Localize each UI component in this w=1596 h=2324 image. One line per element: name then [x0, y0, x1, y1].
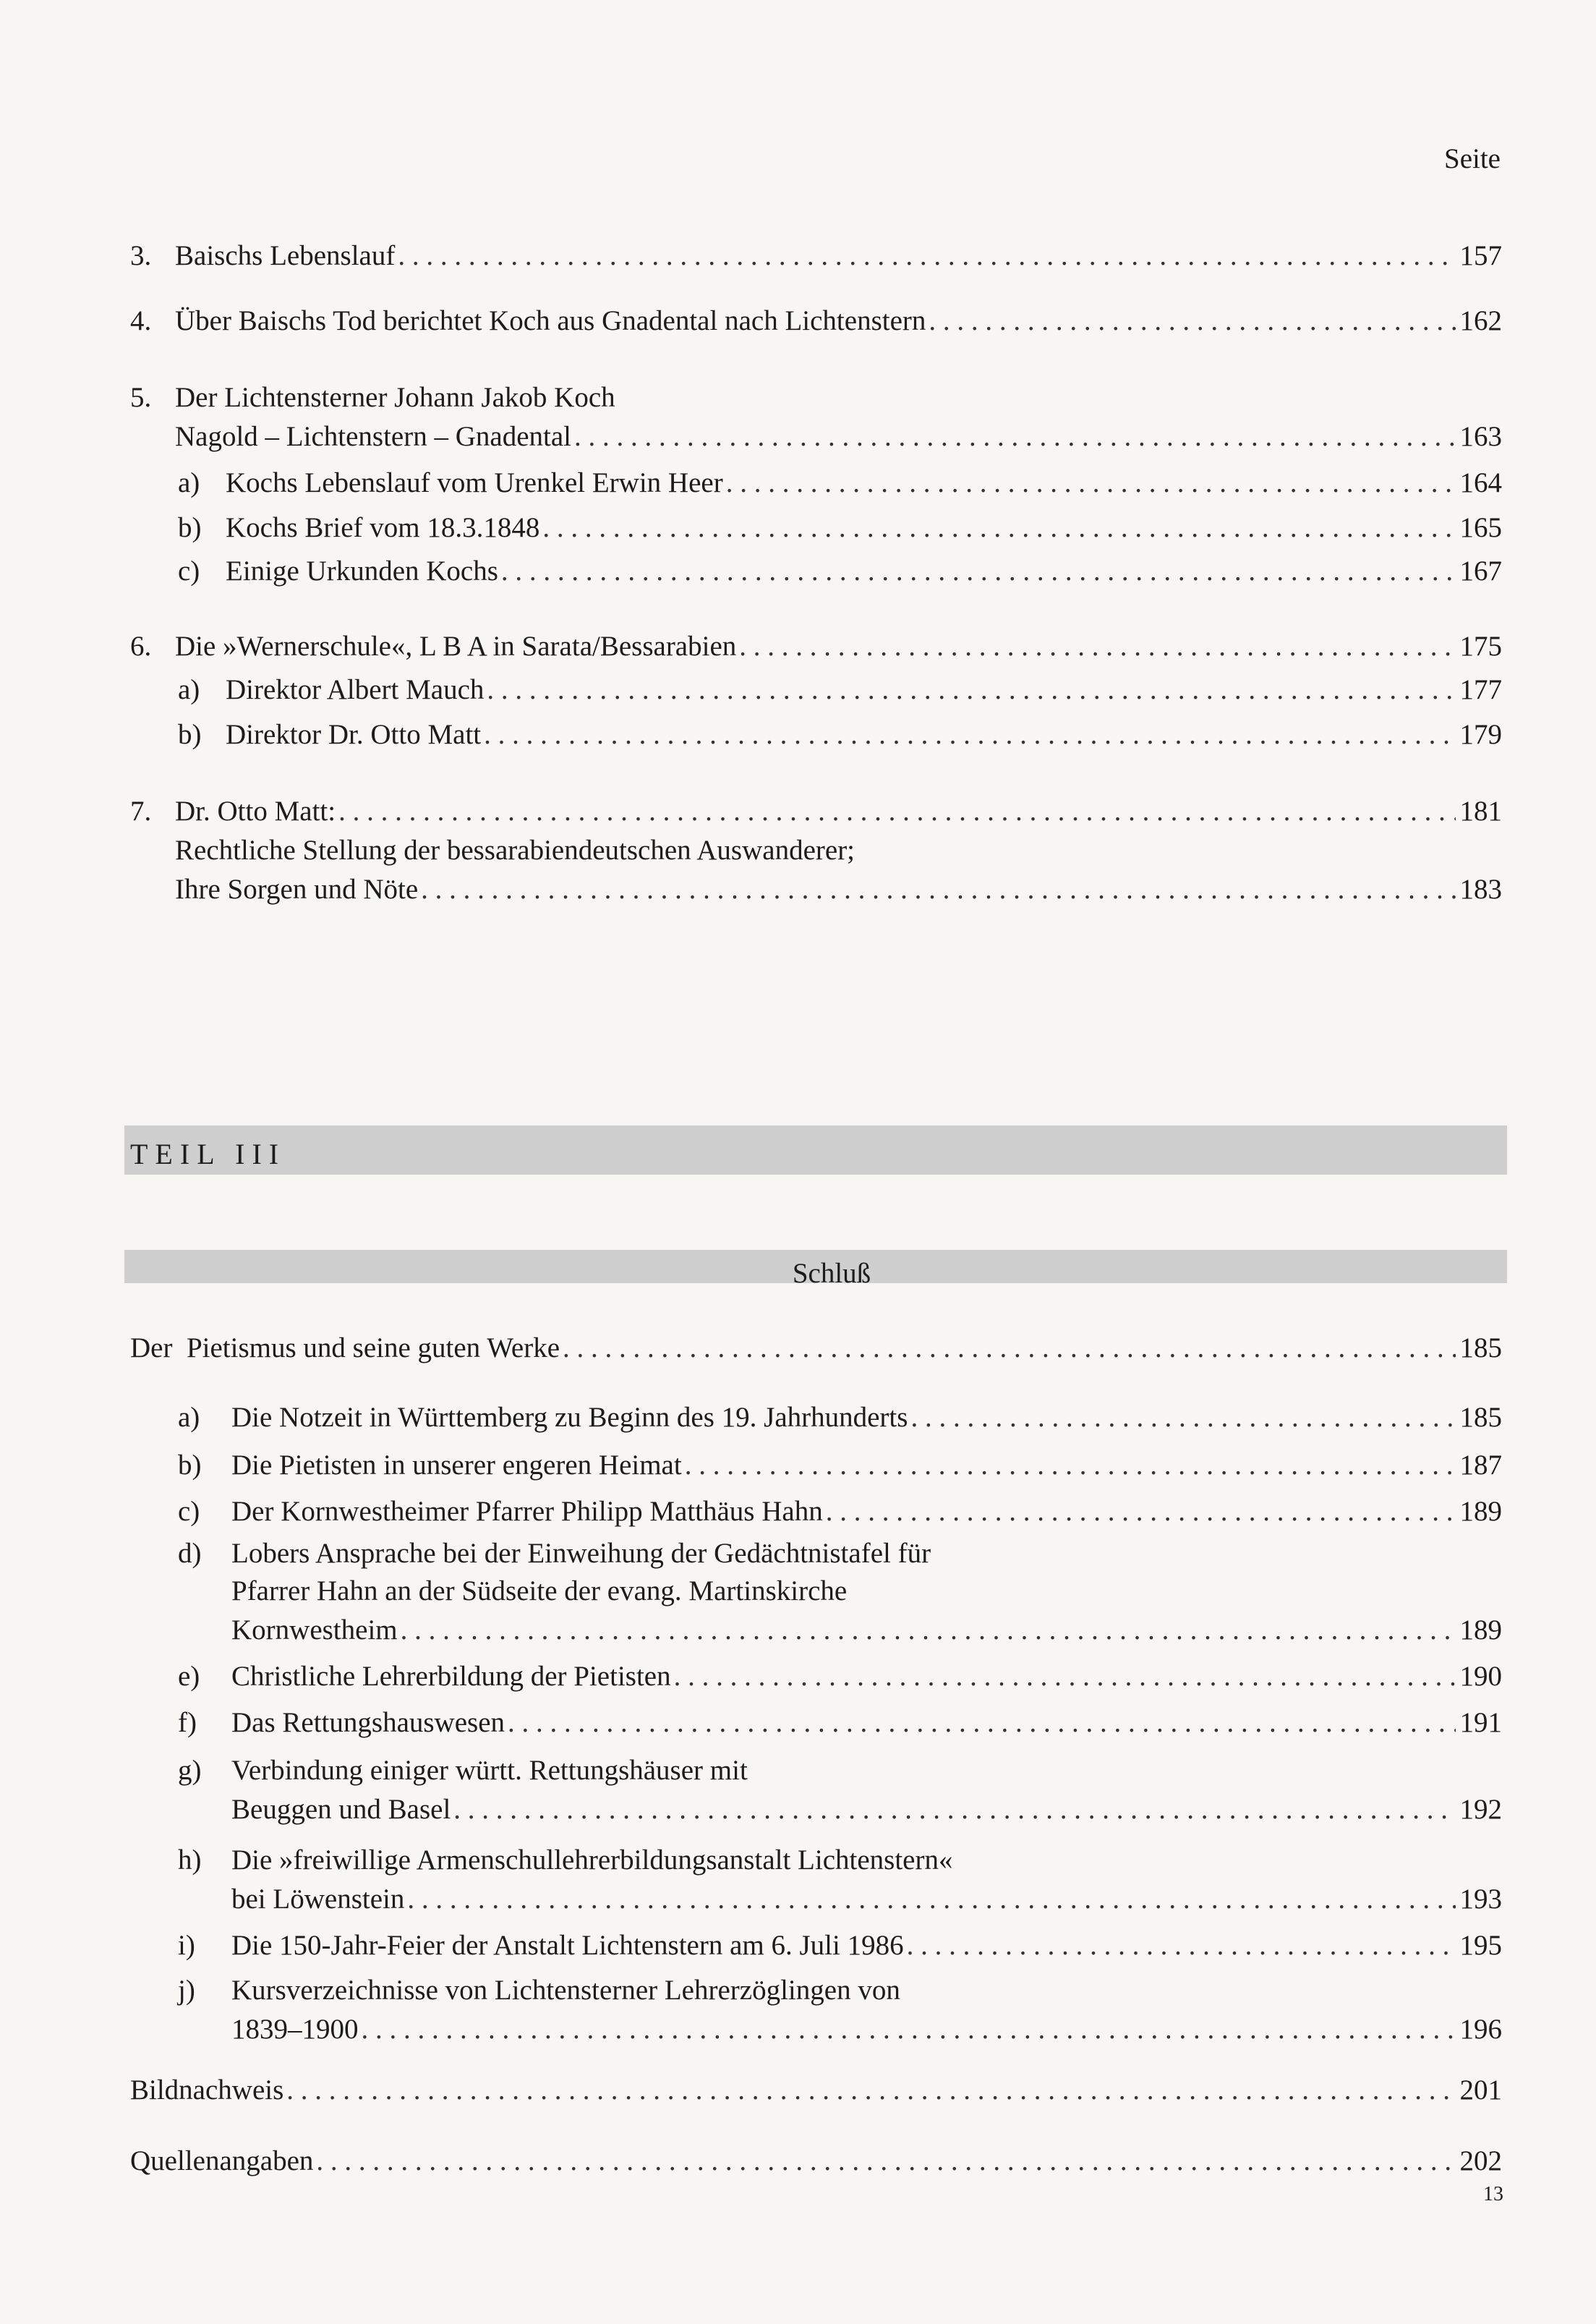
entry-page: 191 — [1459, 1707, 1502, 1738]
entry-number: 3. — [130, 240, 152, 271]
entry-title: Nagold – Lichtenstern – Gnadental — [175, 421, 571, 452]
entry-title: Der Pietismus und seine guten Werke — [130, 1332, 560, 1363]
page-number: 13 — [1483, 2183, 1503, 2205]
toc-entry-pietismus[interactable] — [130, 1332, 1502, 1364]
entry-page: 175 — [1459, 631, 1502, 662]
sub-letter: b) — [178, 719, 202, 750]
toc-subentry-g[interactable] — [231, 1794, 1502, 1826]
entry-page: 187 — [1459, 1450, 1502, 1481]
entry-title: Direktor Albert Mauch — [226, 674, 485, 705]
toc-subentry-f[interactable] — [231, 1707, 1502, 1739]
toc-subentry-h[interactable] — [231, 1884, 1502, 1915]
sub-letter: e) — [178, 1661, 200, 1692]
entry-page: 183 — [1459, 874, 1502, 905]
entry-title: Über Baischs Tod berichtet Koch aus Gnadental nach Lichtenstern — [175, 305, 926, 336]
sub-letter: g) — [178, 1755, 202, 1786]
sub-letter: f) — [178, 1707, 197, 1738]
entry-title: Ihre Sorgen und Nöte — [175, 874, 419, 905]
entry-page: 195 — [1459, 1930, 1502, 1961]
entry-title: bei Löwenstein — [231, 1884, 405, 1915]
sub-letter: d) — [178, 1538, 202, 1569]
toc-subentry-5b[interactable] — [226, 512, 1502, 544]
entry-title-line1: Kursverzeichnisse von Lichtensterner Lehrerzöglingen von — [231, 1975, 900, 2006]
entry-title-line2: Pfarrer Hahn an der Südseite der evang. Martinskirche — [231, 1575, 848, 1606]
entry-number: 4. — [130, 305, 152, 336]
entry-page: 164 — [1459, 467, 1502, 498]
toc-entry-5[interactable] — [175, 421, 1502, 453]
entry-title-line1: Die »freiwillige Armenschullehrerbildungsanstalt Lichtenstern« — [231, 1844, 953, 1876]
entry-title: Baischs Lebenslauf — [175, 240, 396, 271]
entry-page: 201 — [1459, 2074, 1502, 2106]
toc-subentry-5c[interactable] — [226, 556, 1502, 587]
sub-letter: h) — [178, 1844, 202, 1876]
entry-page: 179 — [1459, 719, 1502, 750]
sub-letter: b) — [178, 512, 202, 543]
toc-subentry-b[interactable] — [231, 1450, 1502, 1481]
toc-entry-4[interactable] — [175, 305, 1502, 337]
entry-number: 6. — [130, 631, 152, 662]
entry-title: Die Pietisten in unserer engeren Heimat — [231, 1450, 682, 1481]
entry-page: 189 — [1459, 1496, 1502, 1527]
entry-page: 163 — [1459, 421, 1502, 452]
entry-title-line1: Lobers Ansprache bei der Einweihung der Gedächtnistafel für — [231, 1538, 931, 1569]
entry-title: Direktor Dr. Otto Matt — [226, 719, 482, 750]
entry-title: Kochs Lebenslauf vom Urenkel Erwin Heer — [226, 467, 723, 498]
entry-page: 185 — [1459, 1332, 1502, 1363]
teil-heading-bar — [124, 1125, 1507, 1175]
entry-title: Bildnachweis — [130, 2074, 284, 2106]
entry-title: 1839–1900 — [231, 2014, 359, 2045]
entry-page: 177 — [1459, 674, 1502, 705]
entry-number: 5. — [130, 382, 152, 413]
sub-letter: a) — [178, 1402, 200, 1433]
entry-title: Kochs Brief vom 18.3.1848 — [226, 512, 540, 543]
entry-title: Kornwestheim — [231, 1614, 398, 1646]
entry-page: 165 — [1459, 512, 1502, 543]
toc-entry-6[interactable] — [175, 631, 1502, 663]
toc-entry-bildnachweis[interactable] — [130, 2074, 1502, 2106]
toc-subentry-a[interactable] — [231, 1402, 1502, 1434]
entry-page: 181 — [1459, 796, 1502, 827]
entry-page: 193 — [1459, 1884, 1502, 1915]
sub-letter: c) — [178, 1496, 200, 1527]
toc-subentry-j[interactable] — [231, 2014, 1502, 2046]
entry-title-line1: Der Lichtensterner Johann Jakob Koch — [175, 382, 615, 413]
entry-title-line1: Verbindung einiger württ. Rettungshäuser mit — [231, 1755, 748, 1786]
entry-page: 162 — [1459, 305, 1502, 336]
toc-subentry-i[interactable] — [231, 1930, 1502, 1962]
entry-title: Die Notzeit in Württemberg zu Beginn des 19. Jahrhunderts — [231, 1402, 908, 1433]
toc-subentry-d[interactable] — [231, 1614, 1502, 1646]
entry-page: 189 — [1459, 1614, 1502, 1646]
sub-letter: a) — [178, 467, 200, 498]
schluss-heading: Schluß — [792, 1258, 871, 1289]
toc-entry-7[interactable] — [175, 796, 1502, 827]
entry-title: Dr. Otto Matt: — [175, 796, 336, 827]
entry-title: Quellenangaben — [130, 2145, 314, 2176]
toc-entry-7-cont[interactable] — [175, 874, 1502, 906]
sub-letter: i) — [178, 1930, 195, 1961]
entry-page: 196 — [1459, 2014, 1502, 2045]
entry-title: Christliche Lehrerbildung der Pietisten — [231, 1661, 671, 1692]
entry-title: Der Kornwestheimer Pfarrer Philipp Matthäus Hahn — [231, 1496, 823, 1527]
entry-number: 7. — [130, 796, 152, 827]
toc-entry-3[interactable] — [175, 240, 1502, 272]
entry-title: Einige Urkunden Kochs — [226, 556, 498, 587]
toc-subentry-5a[interactable] — [226, 467, 1502, 499]
toc-subentry-c[interactable] — [231, 1496, 1502, 1528]
toc-subentry-e[interactable] — [231, 1661, 1502, 1693]
entry-title: Das Rettungshauswesen — [231, 1707, 505, 1738]
entry-title: Beuggen und Basel — [231, 1794, 451, 1825]
toc-entry-quellenangaben[interactable] — [130, 2145, 1502, 2177]
teil-heading: TEIL III — [130, 1138, 286, 1170]
sub-letter: c) — [178, 556, 200, 587]
entry-title: Die 150-Jahr-Feier der Anstalt Lichtenstern am 6. Juli 1986 — [231, 1930, 904, 1961]
seite-label: Seite — [1444, 143, 1501, 174]
entry-page: 192 — [1459, 1794, 1502, 1825]
entry-page: 167 — [1459, 556, 1502, 587]
sub-letter: j) — [178, 1975, 195, 2006]
entry-page: 190 — [1459, 1661, 1502, 1692]
sub-letter: b) — [178, 1450, 202, 1481]
entry-title: Die »Wernerschule«, L B A in Sarata/Bessarabien — [175, 631, 737, 662]
entry-title-line2: Rechtliche Stellung der bessarabiendeutschen Auswanderer; — [175, 835, 855, 866]
toc-subentry-6a[interactable] — [226, 674, 1502, 706]
entry-page: 202 — [1459, 2145, 1502, 2176]
toc-subentry-6b[interactable] — [226, 719, 1502, 751]
entry-page: 157 — [1459, 240, 1502, 271]
sub-letter: a) — [178, 674, 200, 705]
entry-page: 185 — [1459, 1402, 1502, 1433]
